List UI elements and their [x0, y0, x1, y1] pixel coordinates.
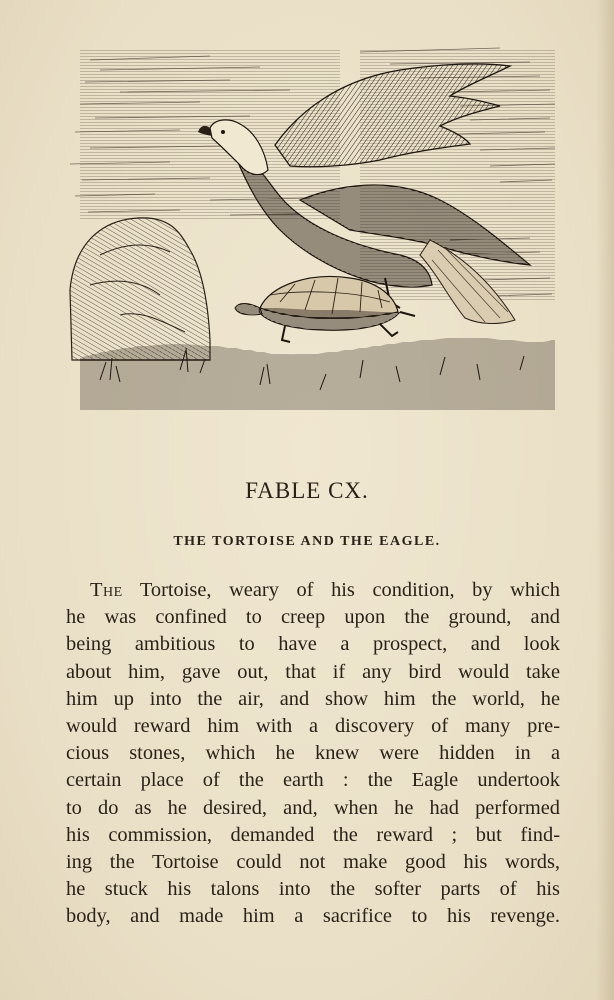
- text-line: cious stones, which he knew were hidden in a: [66, 742, 560, 765]
- fable-body: [66, 577, 560, 930]
- text-line: would reward him with a discovery of many pre-: [66, 714, 560, 737]
- text-line: ing the Tortoise could not make good his words,: [66, 850, 560, 873]
- eagle-tortoise-engraving: [60, 40, 560, 420]
- text-line: him up into the air, and show him the world, he: [66, 687, 560, 710]
- rock: [70, 218, 210, 360]
- text-line: being ambitious to have a prospect, and look: [66, 633, 560, 656]
- text-line: to do as he desired, and, when he had performed: [66, 796, 560, 819]
- fable-title: THE TORTOISE AND THE EAGLE.: [173, 534, 441, 549]
- fable-number: FABLE CX.: [245, 478, 369, 503]
- text-line: he was confined to creep upon the ground, and: [66, 606, 560, 629]
- ground: [80, 338, 555, 410]
- text-line: The Tortoise, weary of his condition, by which: [90, 579, 560, 601]
- text-line: he stuck his talons into the softer parts of his: [66, 878, 560, 901]
- text-line: certain place of the earth : the Eagle undertook: [66, 769, 560, 792]
- text-line: body, and made him a sacrifice to his revenge.: [66, 905, 560, 928]
- text-line: his commission, demanded the reward ; but find-: [66, 823, 560, 846]
- lead-word: The: [90, 579, 123, 601]
- tortoise-head: [235, 304, 262, 315]
- text-line: about him, gave out, that if any bird would take: [66, 660, 560, 683]
- eagle-eye: [221, 130, 225, 134]
